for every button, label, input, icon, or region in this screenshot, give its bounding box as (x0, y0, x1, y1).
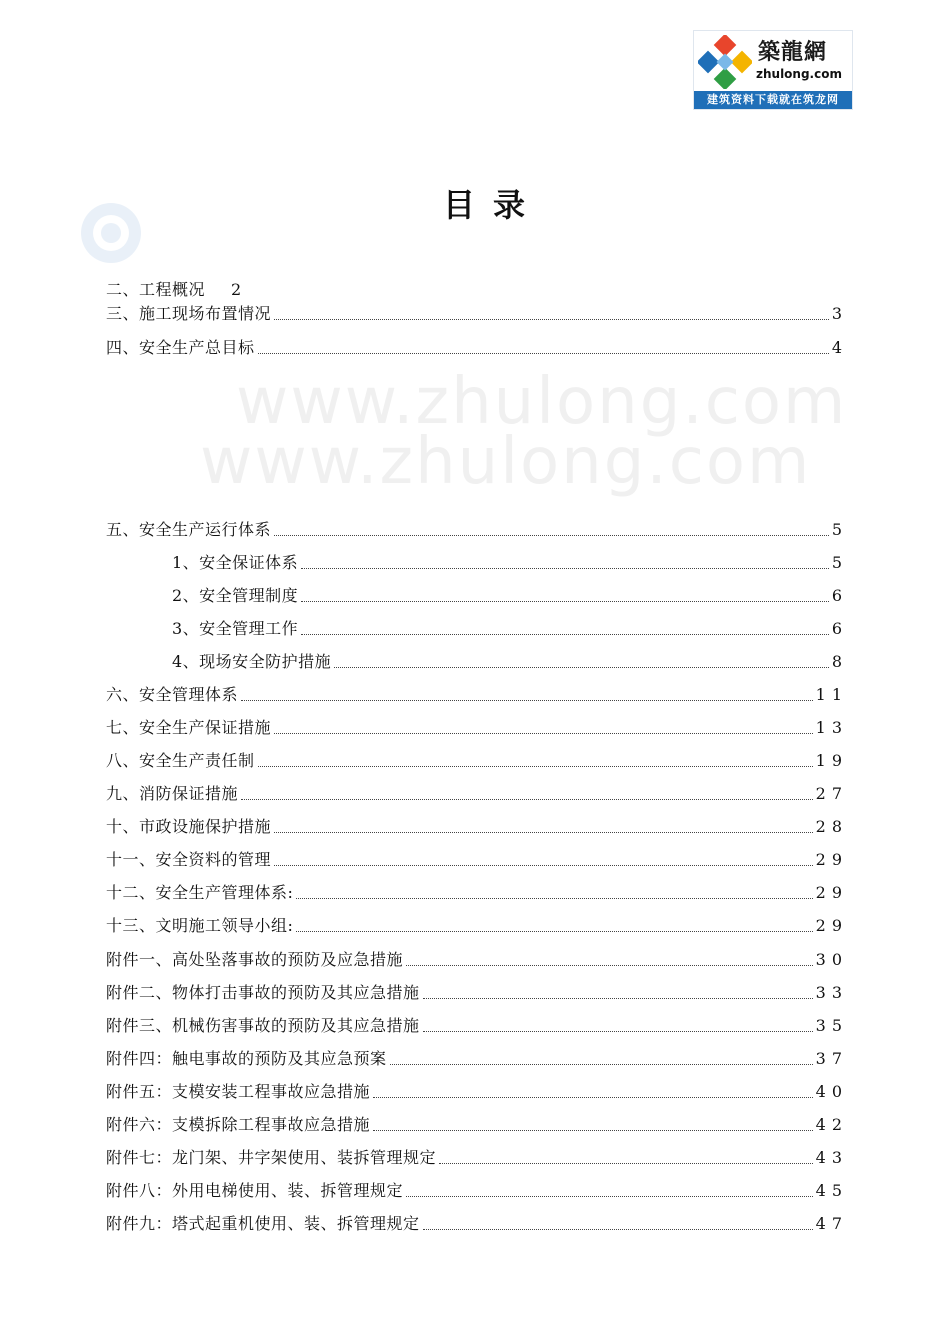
toc-entry-page: 11 (815, 685, 848, 704)
dot-leader (423, 1229, 813, 1230)
toc-entry-label: 三、施工现场布置情况 (106, 304, 272, 323)
toc-entry-page: 42 (815, 1115, 848, 1134)
watermark-text: www.zhulong.com (236, 365, 848, 439)
toc-entry[interactable] (106, 303, 848, 325)
toc-entry-page: 19 (815, 751, 848, 770)
toc-entry-label: 九、消防保证措施 (106, 784, 239, 803)
dot-leader (373, 1130, 813, 1131)
dot-leader (274, 535, 829, 536)
toc-entry-page: 2 (231, 280, 248, 299)
dot-leader (439, 1163, 813, 1164)
dot-leader (241, 700, 813, 701)
dot-leader (301, 601, 829, 602)
toc-entry-label: 十一、安全资料的管理 (106, 850, 272, 869)
dot-leader (274, 865, 813, 866)
toc-entry-label: 十、市政设施保护措施 (106, 817, 272, 836)
toc-entry-page: 4 (831, 338, 848, 357)
logo-domain: zhulong.com (756, 67, 842, 81)
toc-entry[interactable] (172, 585, 848, 607)
toc-entry-page: 3 (831, 304, 848, 323)
toc-entry[interactable] (106, 982, 848, 1004)
toc-entry[interactable] (106, 519, 848, 541)
logo-chinese-name: 築龍網 (758, 40, 828, 65)
toc-entry-label: 二、工程概况 (106, 280, 206, 299)
dot-leader (406, 965, 813, 966)
toc-entry-label: 八、安全生产责任制 (106, 751, 255, 770)
toc-entry-page: 27 (815, 784, 848, 803)
toc-entry[interactable] (106, 717, 848, 739)
toc-entry-page: 13 (815, 718, 848, 737)
toc-entry-label: 十三、文明施工领导小组: (106, 916, 294, 935)
toc-entry[interactable] (106, 1114, 848, 1136)
toc-entry[interactable] (106, 1015, 848, 1037)
toc-entry[interactable] (106, 849, 848, 871)
dot-leader (373, 1097, 813, 1098)
dot-leader (301, 568, 829, 569)
toc-entry-label: 附件三、机械伤害事故的预防及其应急措施 (106, 1016, 420, 1035)
toc-entry-label: 四、安全生产总目标 (106, 338, 255, 357)
toc-entry[interactable] (106, 1180, 848, 1202)
toc-entry[interactable] (106, 684, 848, 706)
toc-entry-label: 附件九：塔式起重机使用、装、拆管理规定 (106, 1214, 420, 1233)
toc-entry-label: 附件八：外用电梯使用、装、拆管理规定 (106, 1181, 404, 1200)
dot-leader (258, 353, 829, 354)
toc-entry[interactable] (106, 1048, 848, 1070)
toc-entry-label: 五、安全生产运行体系 (106, 520, 272, 539)
toc-entry[interactable] (106, 750, 848, 772)
toc-entry[interactable] (106, 783, 848, 805)
toc-entry[interactable] (106, 1081, 848, 1103)
toc-entry-page: 6 (831, 619, 848, 638)
dot-leader (334, 667, 829, 668)
toc-entry-label: 附件五：支模安装工程事故应急措施 (106, 1082, 371, 1101)
toc-entry[interactable] (106, 279, 842, 301)
dot-leader (301, 634, 829, 635)
toc-entry-page: 40 (815, 1082, 848, 1101)
toc-entry-label: 3、安全管理工作 (172, 619, 299, 638)
toc-entry-label: 4、现场安全防护措施 (172, 652, 332, 671)
toc-entry-label: 附件七：龙门架、井字架使用、装拆管理规定 (106, 1148, 437, 1167)
dot-leader (406, 1196, 813, 1197)
toc-entry[interactable] (172, 618, 848, 640)
toc-entry-page: 29 (815, 850, 848, 869)
page-title: 目录 (442, 186, 543, 224)
toc-entry-page: 28 (815, 817, 848, 836)
toc-entry-label: 附件二、物体打击事故的预防及其应急措施 (106, 983, 420, 1002)
toc-entry-label: 2、安全管理制度 (172, 586, 299, 605)
dot-leader (274, 733, 813, 734)
toc-entry[interactable] (106, 949, 848, 971)
toc-entry-page: 45 (815, 1181, 848, 1200)
toc-entry-page: 47 (815, 1214, 848, 1233)
logo-slogan: 建筑资料下载就在筑龙网 (694, 91, 852, 109)
toc-entry[interactable] (106, 1147, 848, 1169)
toc-entry-label: 七、安全生产保证措施 (106, 718, 272, 737)
toc-entry-page: 35 (815, 1016, 848, 1035)
toc-entry-label: 附件六：支模拆除工程事故应急措施 (106, 1115, 371, 1134)
dot-leader (241, 799, 813, 800)
toc-entry-page: 33 (815, 983, 848, 1002)
toc-entry-page: 6 (831, 586, 848, 605)
toc-entry-label: 十二、安全生产管理体系: (106, 883, 294, 902)
toc-entry[interactable] (106, 816, 848, 838)
dot-leader (296, 898, 812, 899)
toc-entry[interactable] (172, 552, 848, 574)
toc-entry[interactable] (106, 1213, 848, 1235)
dot-leader (296, 931, 812, 932)
toc-entry-label: 六、安全管理体系 (106, 685, 239, 704)
dot-leader (423, 1031, 813, 1032)
toc-entry-page: 29 (815, 883, 848, 902)
toc-entry-page: 29 (815, 916, 848, 935)
toc-entry[interactable] (172, 651, 848, 673)
dot-leader (274, 832, 813, 833)
toc-entry-label: 附件一、高处坠落事故的预防及应急措施 (106, 950, 404, 969)
toc-entry[interactable] (106, 915, 848, 937)
toc-entry-page: 5 (831, 553, 848, 572)
dot-leader (274, 319, 829, 320)
toc-entry-label: 附件四：触电事故的预防及其应急预案 (106, 1049, 387, 1068)
watermark-text: www.zhulong.com (200, 425, 812, 499)
table-of-contents (106, 0, 848, 1344)
toc-entry-page: 43 (815, 1148, 848, 1167)
dot-leader (258, 766, 813, 767)
dot-leader (390, 1064, 813, 1065)
toc-entry-page: 5 (831, 520, 848, 539)
toc-entry-page: 37 (815, 1049, 848, 1068)
toc-entry-page: 8 (831, 652, 848, 671)
dot-leader (423, 998, 813, 999)
toc-entry-page: 30 (815, 950, 848, 969)
toc-entry-label: 1、安全保证体系 (172, 553, 299, 572)
toc-entry[interactable] (106, 882, 848, 904)
toc-entry[interactable] (106, 337, 848, 359)
